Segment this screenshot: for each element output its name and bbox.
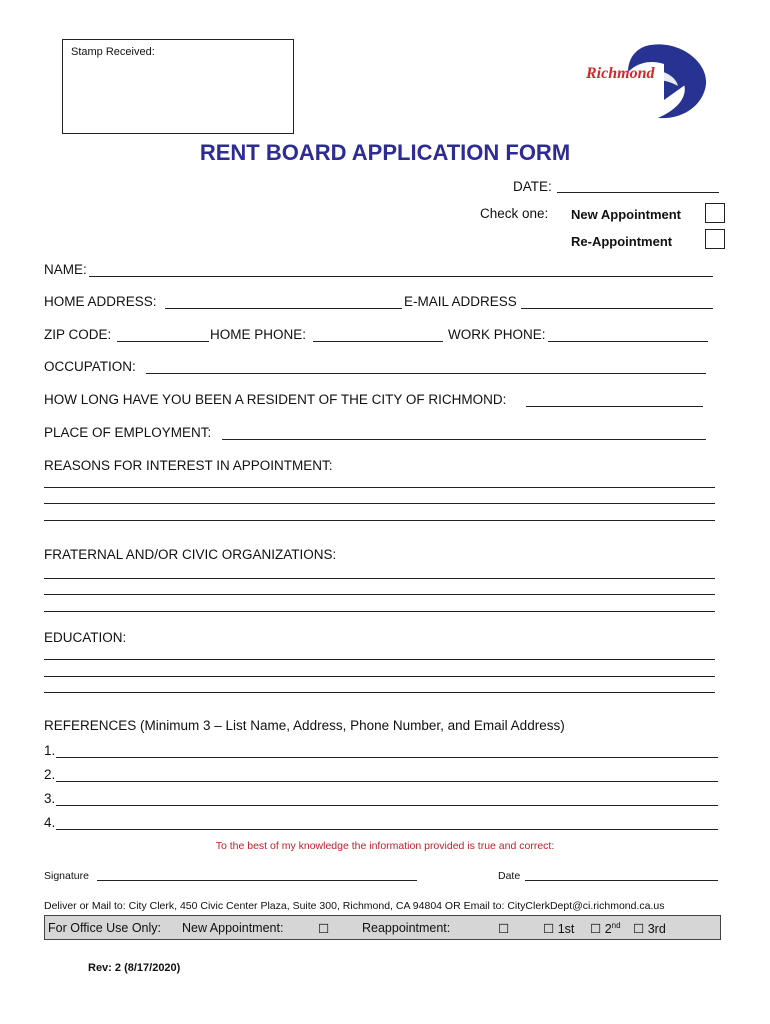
reference-line-2[interactable] (56, 781, 718, 782)
signature-date-label: Date (498, 870, 521, 882)
office-reappointment-label: Reappointment: (362, 921, 451, 935)
education-heading: EDUCATION: (44, 630, 127, 645)
office-use-label: For Office Use Only: (48, 921, 161, 935)
date-field[interactable] (557, 192, 719, 193)
reference-line-3[interactable] (56, 805, 718, 806)
office-new-appointment-checkbox[interactable]: ☐ (318, 922, 330, 936)
education-line-3[interactable] (44, 692, 715, 693)
reference-line-1[interactable] (56, 757, 718, 758)
education-line-2[interactable] (44, 676, 715, 677)
date-label: DATE: (513, 179, 552, 194)
email-address-field[interactable] (521, 308, 713, 309)
office-first-checkbox[interactable] (543, 921, 574, 936)
zip-code-field[interactable] (117, 341, 209, 342)
reference-number-3: 3. (44, 791, 56, 806)
place-of-employment-label: PLACE OF EMPLOYMENT: (44, 425, 212, 440)
work-phone-label: WORK PHONE: (448, 327, 546, 342)
office-first-box-glyph: ☐ (543, 922, 555, 936)
email-address-label: E-MAIL ADDRESS (404, 294, 517, 309)
office-third-checkbox[interactable] (633, 921, 666, 936)
occupation-label: OCCUPATION: (44, 359, 136, 374)
re-appointment-label: Re-Appointment (571, 234, 673, 249)
office-third-label: 3rd (647, 922, 666, 936)
home-address-field[interactable] (165, 308, 402, 309)
new-appointment-checkbox[interactable] (705, 203, 725, 223)
office-use-box (44, 915, 721, 940)
reference-number-2: 2. (44, 767, 56, 782)
revision-label: Rev: 2 (8/17/2020) (88, 962, 181, 974)
delivery-instructions: Deliver or Mail to: City Clerk, 450 Civic Center Plaza, Suite 300, Richmond, CA 94804 OR Email to: CityClerkDept@ci.richmond.ca.us (44, 900, 665, 912)
education-line-1[interactable] (44, 659, 715, 660)
check-one-label: Check one: (480, 206, 549, 221)
signature-field[interactable] (97, 880, 417, 881)
signature-label: Signature (44, 870, 89, 882)
page-title: RENT BOARD APPLICATION FORM (199, 140, 571, 165)
office-new-appointment-label: New Appointment: (182, 921, 284, 935)
home-phone-label: HOME PHONE: (210, 327, 307, 342)
home-address-label: HOME ADDRESS: (44, 294, 157, 309)
reasons-heading: REASONS FOR INTEREST IN APPOINTMENT: (44, 458, 333, 473)
place-of-employment-field[interactable] (222, 439, 706, 440)
office-second-label: 2 (604, 922, 612, 937)
reference-number-1: 1. (44, 743, 56, 758)
organizations-line-3[interactable] (44, 611, 715, 612)
reasons-line-2[interactable] (44, 503, 715, 504)
reasons-line-3[interactable] (44, 520, 715, 521)
work-phone-field[interactable] (548, 341, 708, 342)
stamp-received-label: Stamp Received: (71, 46, 155, 58)
occupation-field[interactable] (146, 373, 706, 374)
reasons-line-1[interactable] (44, 487, 715, 488)
references-heading: REFERENCES (Minimum 3 – List Name, Address, Phone Number, and Email Address) (44, 718, 565, 733)
organizations-heading: FRATERNAL AND/OR CIVIC ORGANIZATIONS: (44, 547, 337, 562)
stamp-received-box (62, 39, 294, 134)
zip-code-label: ZIP CODE: (44, 327, 112, 342)
office-reappointment-checkbox[interactable]: ☐ (498, 922, 510, 936)
organizations-line-2[interactable] (44, 594, 715, 595)
office-second-box-glyph: ☐ (590, 922, 602, 937)
home-phone-field[interactable] (313, 341, 443, 342)
name-label: NAME: (44, 262, 87, 277)
new-appointment-label: New Appointment (571, 207, 682, 222)
resident-duration-label: HOW LONG HAVE YOU BEEN A RESIDENT OF THE CITY OF RICHMOND: (44, 392, 507, 407)
name-field[interactable] (89, 276, 713, 277)
re-appointment-checkbox[interactable] (705, 229, 725, 249)
office-second-suffix: nd (611, 921, 621, 930)
certification-statement: To the best of my knowledge the information provided is true and correct: (215, 840, 555, 852)
organizations-line-1[interactable] (44, 578, 715, 579)
signature-date-field[interactable] (525, 880, 718, 881)
reference-number-4: 4. (44, 815, 56, 830)
richmond-logo (584, 40, 712, 122)
office-third-box-glyph: ☐ (633, 922, 645, 936)
office-second-checkbox[interactable] (590, 921, 621, 936)
logo-wordmark: Richmond (586, 65, 655, 82)
reference-line-4[interactable] (56, 829, 718, 830)
office-first-label: 1st (557, 922, 575, 936)
resident-duration-field[interactable] (526, 406, 703, 407)
